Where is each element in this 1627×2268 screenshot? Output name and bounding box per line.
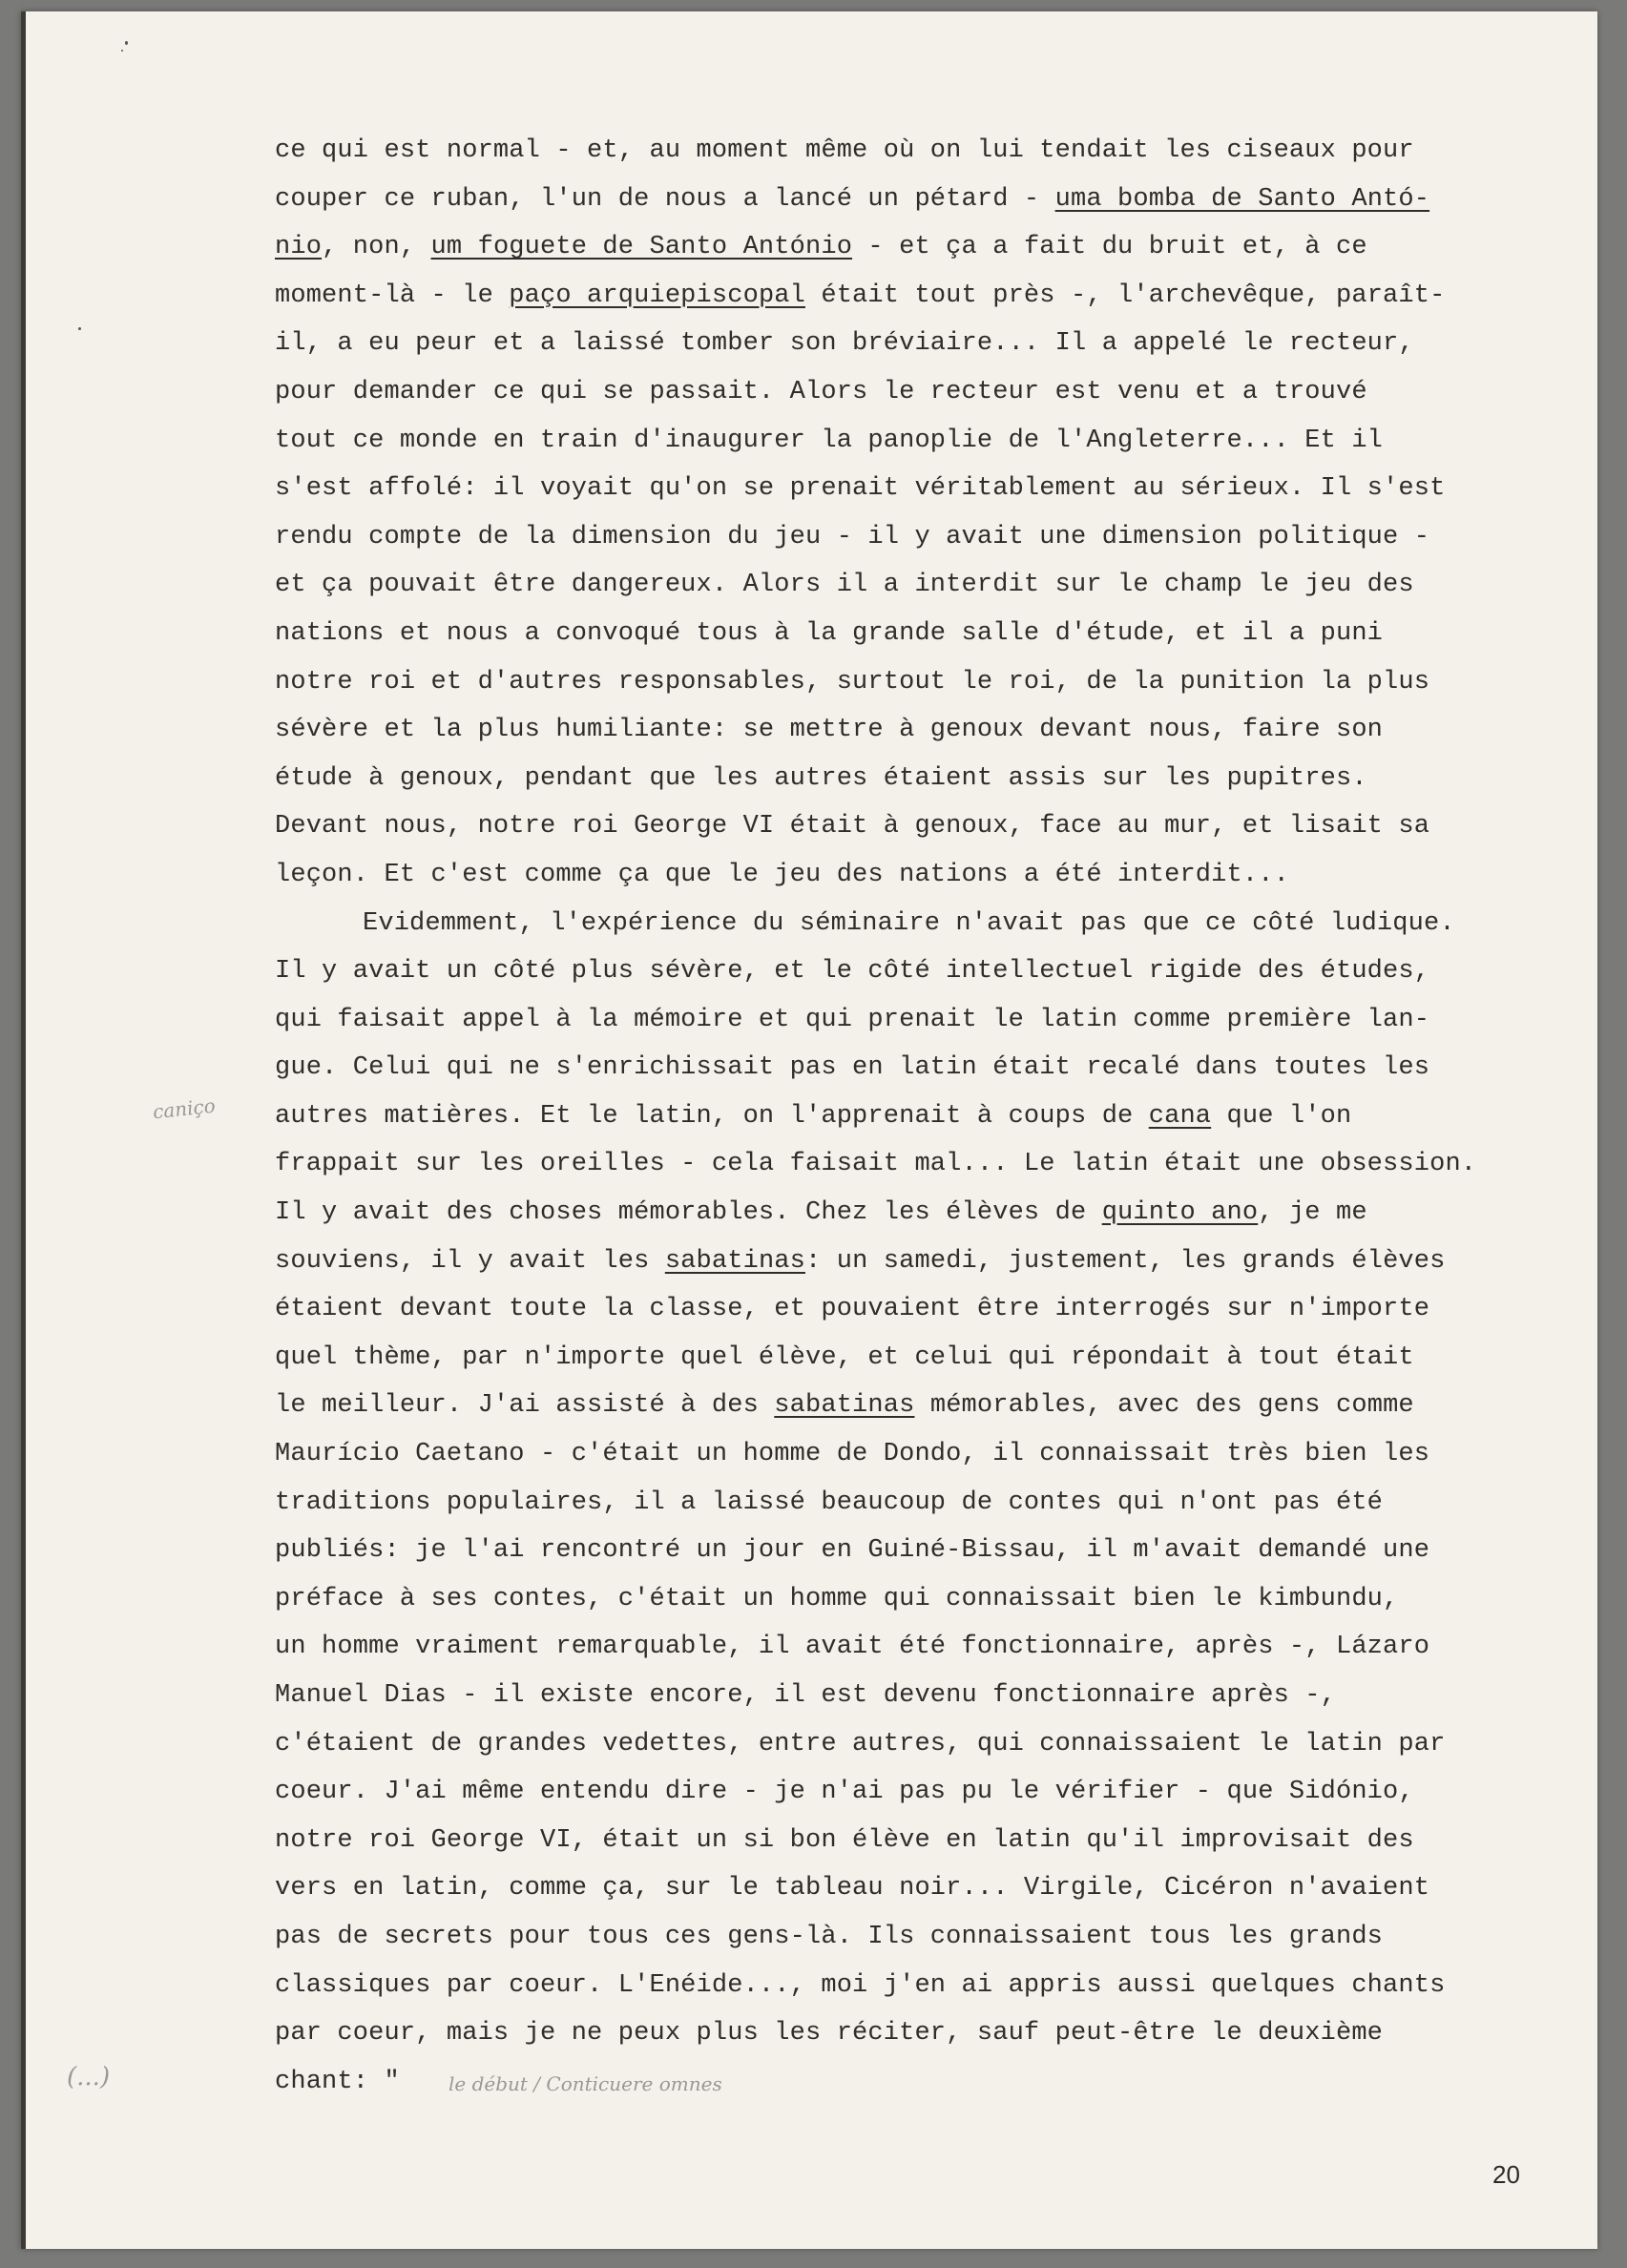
text-segment: par coeur, mais je ne peux plus les réciter, sauf peut-être le deuxième [275, 2019, 1384, 2049]
ink-speck [78, 327, 81, 330]
text-segment: quel thème, par n'importe quel élève, et celui qui répondait à tout était [275, 1342, 1414, 1372]
text-segment: autres matières. Et le latin, on l'apprenait à coups de [275, 1101, 1149, 1131]
text-segment: - et ça a fait du bruit et, à ce [852, 233, 1367, 262]
ink-speck [121, 50, 123, 52]
text-line [275, 127, 1554, 176]
text-line [275, 1382, 1554, 1430]
text-segment: , non, [322, 233, 431, 262]
text-segment: Il y avait des choses mémorables. Chez les élèves de [275, 1198, 1102, 1228]
text-line [275, 465, 1554, 513]
ink-speck [125, 41, 128, 45]
text-line [275, 417, 1554, 466]
text-segment: pas de secrets pour tous ces gens-là. Ils connaissaient tous les grands [275, 1922, 1384, 1951]
text-line [275, 1672, 1554, 1720]
text-segment: c'étaient de grandes vedettes, entre autres, qui connaissaient le latin par [275, 1729, 1446, 1758]
text-line [275, 1913, 1554, 1962]
text-segment: Manuel Dias - il existe encore, il est devenu fonctionnaire après -, [275, 1681, 1336, 1710]
margin-note-bottom: le début / Conticuere omnes [448, 2072, 722, 2095]
text-line [275, 368, 1554, 417]
text-line [275, 1189, 1554, 1238]
text-segment: rendu compte de la dimension du jeu - il y avait une dimension politique - [275, 522, 1430, 551]
text-segment: publiés: je l'ai rencontré un jour en Guiné-Bissau, il m'avait demandé une [275, 1536, 1430, 1566]
text-segment: , je me [1258, 1198, 1367, 1228]
text-segment: étude à genoux, pendant que les autres étaient assis sur les pupitres. [275, 763, 1367, 793]
text-line [275, 1575, 1554, 1624]
text-line [275, 1864, 1554, 1913]
text-segment: il, a eu peur et a laissé tomber son bréviaire... Il a appelé le recteur, [275, 329, 1414, 359]
text-line [275, 1768, 1554, 1817]
text-segment: : un samedi, justement, les grands élèves [805, 1246, 1446, 1276]
text-segment: moment-là - le [275, 281, 510, 310]
margin-note-ellipsis: (...) [67, 2063, 111, 2091]
text-line [275, 996, 1554, 1045]
text-segment: ce qui est normal - et, au moment même où on lui tendait les ciseaux pour [275, 136, 1414, 165]
text-segment: tout ce monde en train d'inaugurer la panoplie de l'Angleterre... Et il [275, 426, 1384, 455]
text-line [275, 513, 1554, 562]
text-line [275, 851, 1554, 900]
text-segment: qui faisait appel à la mémoire et qui prenait le latin comme première lan- [275, 1005, 1430, 1034]
text-segment: traditions populaires, il a laissé beaucoup de contes qui n'ont pas été [275, 1488, 1384, 1517]
text-segment: leçon. Et c'est comme ça que le jeu des nations a été interdit... [275, 860, 1289, 889]
underlined-phrase: sabatinas [664, 1246, 806, 1276]
text-line [275, 658, 1554, 707]
text-line [275, 706, 1554, 755]
text-segment: pour demander ce qui se passait. Alors le recteur est venu et a trouvé [275, 377, 1367, 406]
text-segment: notre roi et d'autres responsables, surtout le roi, de la punition la plus [275, 667, 1430, 697]
text-line [275, 1623, 1554, 1672]
text-segment: était tout près -, l'archevêque, paraît- [805, 281, 1446, 310]
text-line [275, 755, 1554, 803]
text-line [275, 1817, 1554, 1865]
text-line [275, 1430, 1554, 1479]
text-segment: un homme vraiment remarquable, il avait été fonctionnaire, après -, Lázaro [275, 1633, 1430, 1662]
underlined-phrase: quinto ano [1101, 1198, 1259, 1228]
text-segment: souviens, il y avait les [275, 1246, 665, 1276]
text-segment: étaient devant toute la classe, et pouvaient être interrogés sur n'importe [275, 1295, 1430, 1324]
text-segment: couper ce ruban, l'un de nous a lancé un pétard - [275, 184, 1055, 214]
page-edge-shadow [21, 11, 26, 2249]
text-segment: coeur. J'ai même entendu dire - je n'ai pas pu le vérifier - que Sidónio, [275, 1778, 1414, 1807]
text-line [275, 1285, 1554, 1334]
text-line [275, 1334, 1554, 1383]
underlined-phrase: sabatinas [774, 1391, 915, 1421]
text-segment: s'est affolé: il voyait qu'on se prenait véritablement au sérieux. Il s'est [275, 474, 1446, 504]
margin-note-caniço: caniço [151, 1093, 217, 1124]
text-line [275, 1092, 1554, 1141]
typed-text-body [275, 127, 1554, 2106]
text-segment: gue. Celui qui ne s'enrichissait pas en latin était recalé dans toutes les [275, 1053, 1430, 1083]
text-segment: Devant nous, notre roi George VI était à genoux, face au mur, et lisait sa [275, 812, 1430, 842]
text-segment: notre roi George VI, était un si bon élève en latin qu'il improvisait des [275, 1825, 1414, 1855]
underlined-phrase: paço arquiepiscopal [509, 281, 805, 310]
underlined-phrase: nio [275, 233, 323, 262]
text-line [275, 2009, 1554, 2058]
text-line [275, 272, 1554, 321]
text-line [275, 802, 1554, 851]
text-line [275, 1479, 1554, 1528]
text-segment: mémorables, avec des gens comme [914, 1391, 1414, 1421]
text-line [275, 176, 1554, 224]
text-line [275, 947, 1554, 996]
text-line [275, 1044, 1554, 1092]
text-line [275, 1962, 1554, 2010]
text-segment: sévère et la plus humiliante: se mettre à genoux devant nous, faire son [275, 716, 1384, 745]
page-number: 20 [1492, 2160, 1520, 2189]
text-segment: et ça pouvait être dangereux. Alors il a interdit sur le champ le jeu des [275, 571, 1414, 600]
text-segment: que l'on [1211, 1101, 1352, 1131]
text-segment: nations et nous a convoqué tous à la grande salle d'étude, et il a puni [275, 618, 1384, 648]
text-segment: Maurício Caetano - c'était un homme de Dondo, il connaissait très bien les [275, 1440, 1430, 1469]
text-segment: frappait sur les oreilles - cela faisait mal... Le latin était une obsession. [275, 1150, 1477, 1179]
underlined-phrase: uma bomba de Santo Antó- [1054, 184, 1430, 214]
text-line [275, 1238, 1554, 1286]
text-segment: vers en latin, comme ça, sur le tableau noir... Virgile, Cicéron n'avaient [275, 1874, 1430, 1904]
text-segment: le meilleur. J'ai assisté à des [275, 1391, 775, 1421]
text-line [275, 223, 1554, 272]
text-line [275, 561, 1554, 610]
text-segment: Evidemment, l'expérience du séminaire n'avait pas que ce côté ludique. [363, 908, 1455, 938]
text-segment: classiques par coeur. L'Enéide..., moi j'en ai appris aussi quelques chants [275, 1970, 1446, 2000]
text-line [275, 1720, 1554, 1769]
text-segment: Il y avait un côté plus sévère, et le côté intellectuel rigide des études, [275, 957, 1430, 987]
text-line [275, 1527, 1554, 1575]
text-line [275, 1140, 1554, 1189]
text-line [275, 320, 1554, 368]
text-line [275, 900, 1554, 948]
underlined-phrase: cana [1148, 1101, 1212, 1131]
text-segment: chant: " [275, 2067, 400, 2096]
text-segment: préface à ses contes, c'était un homme qui connaissait bien le kimbundu, [275, 1584, 1399, 1613]
text-line [275, 610, 1554, 658]
underlined-phrase: um foguete de Santo António [430, 233, 853, 262]
